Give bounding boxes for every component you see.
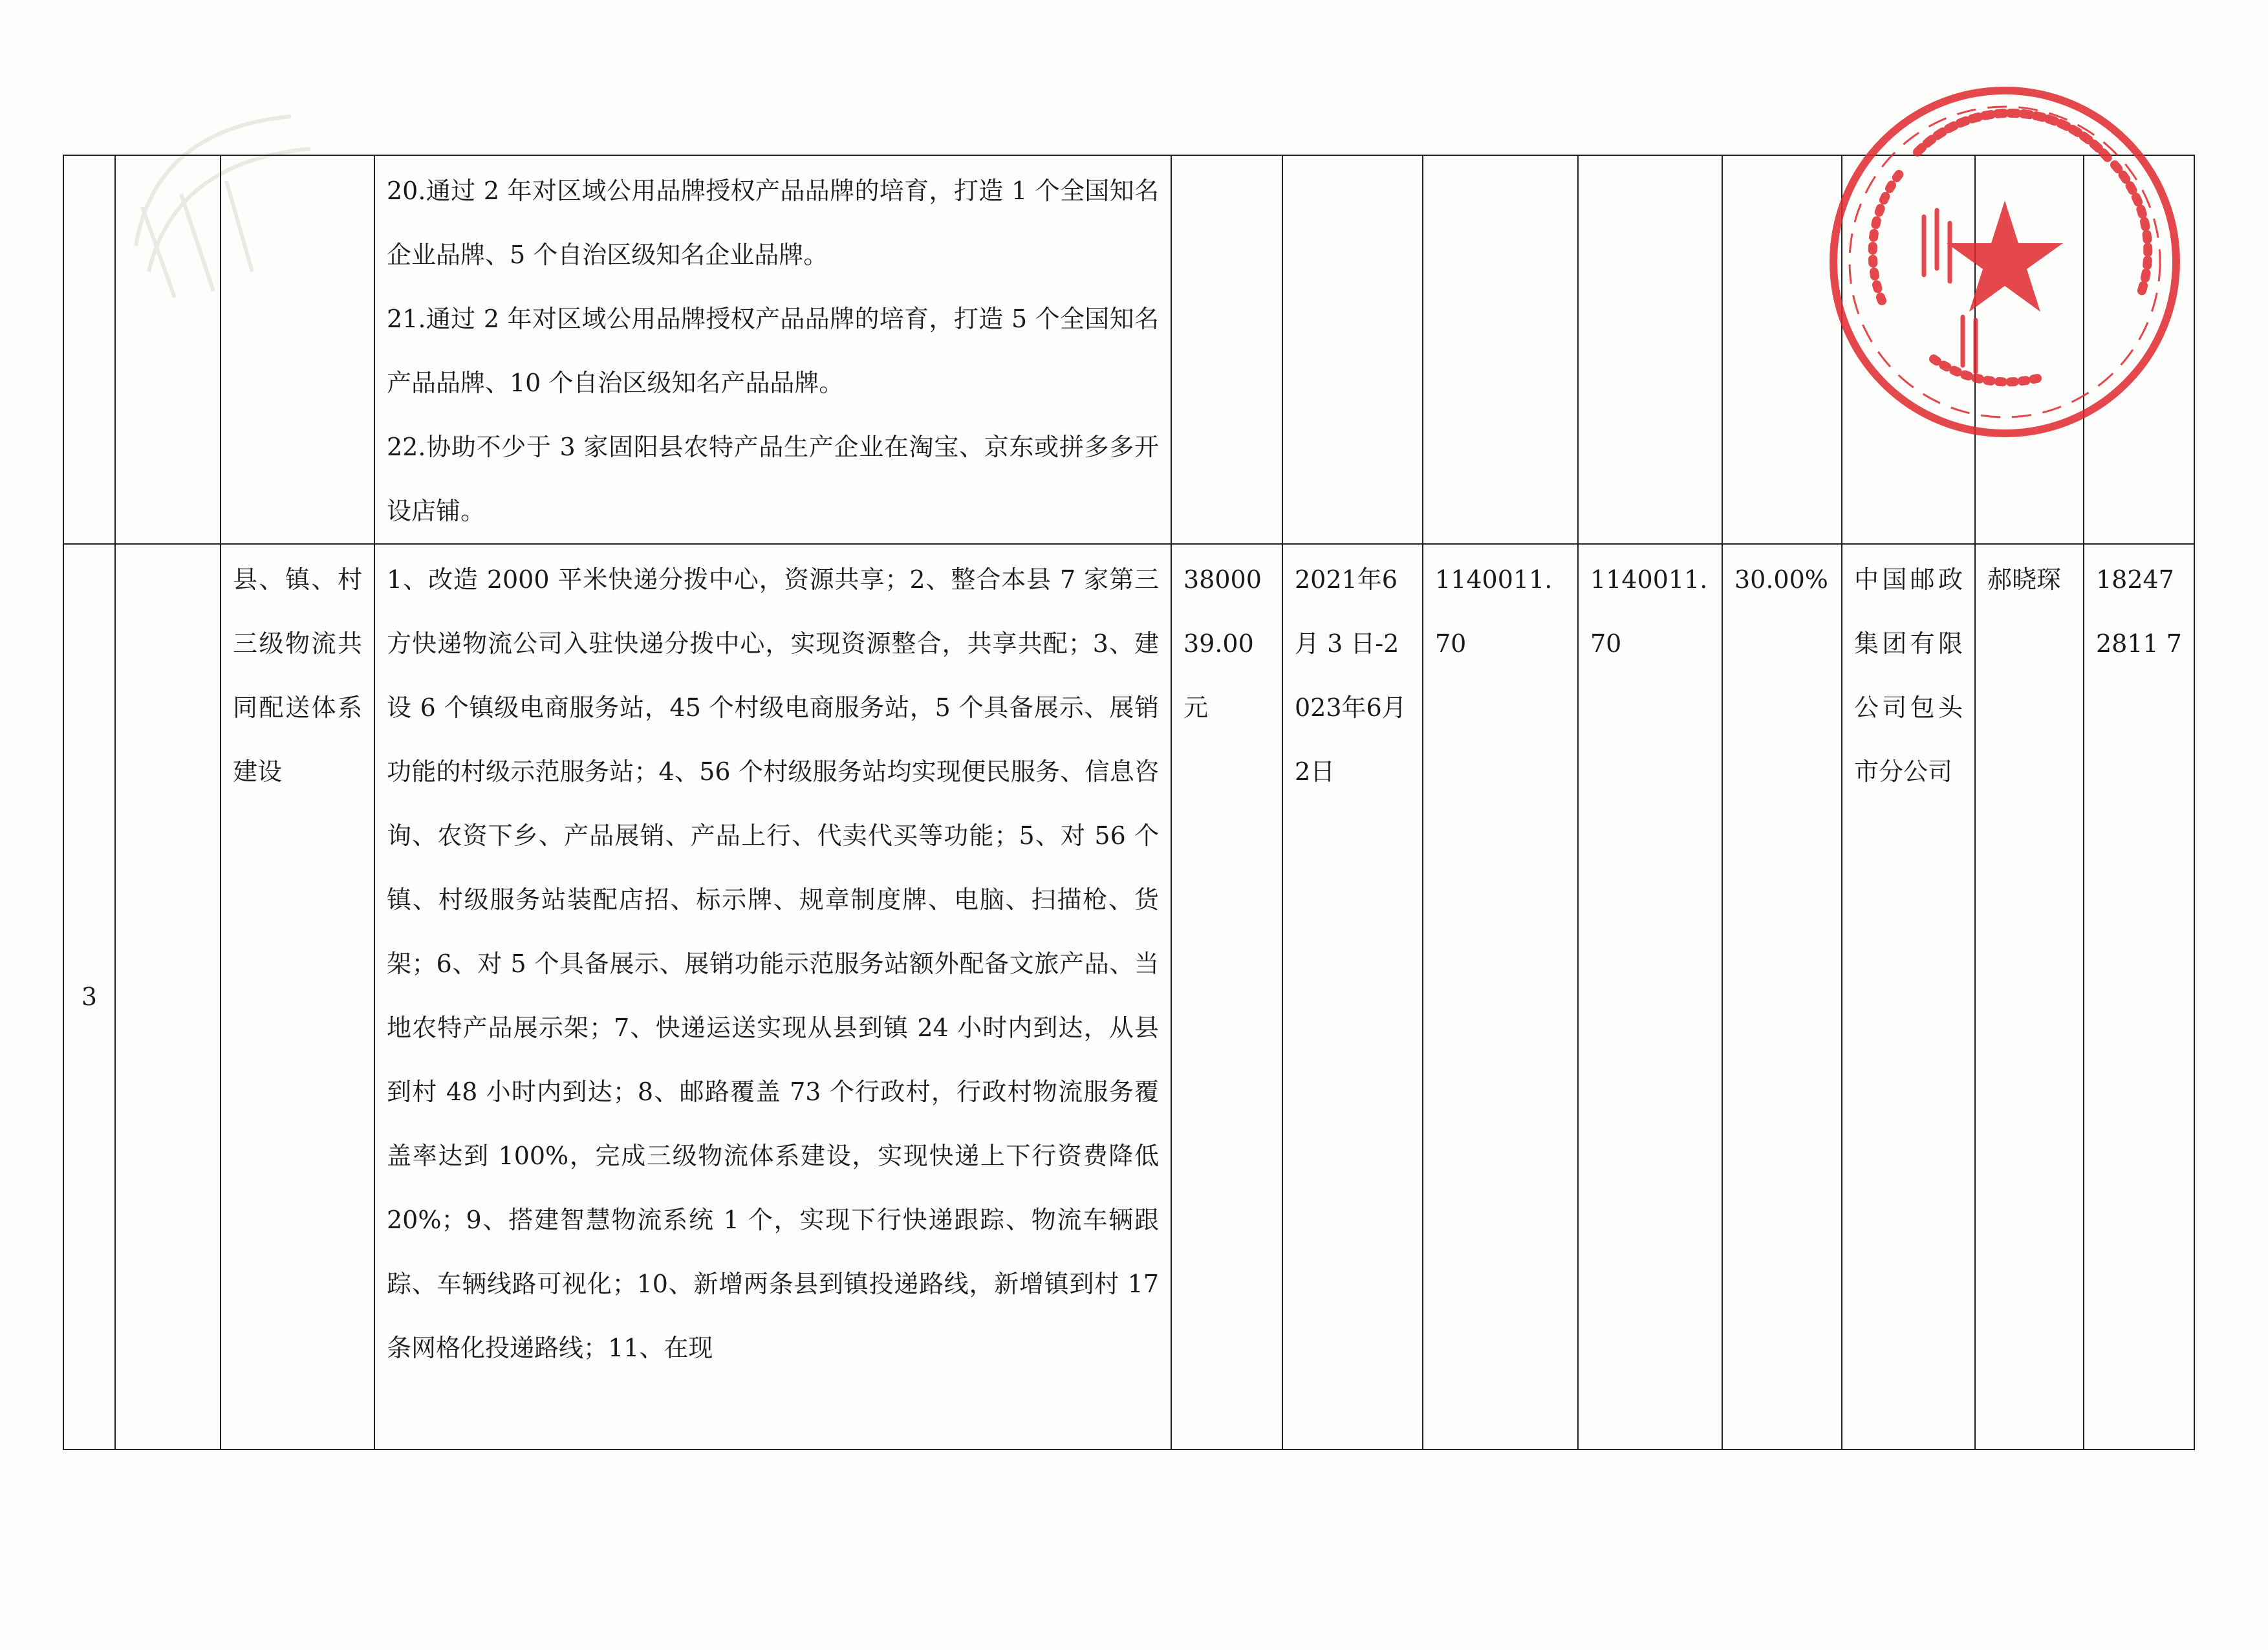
value-a: 1140011.70 <box>1435 565 1553 658</box>
project-table <box>63 155 2195 1450</box>
cell-content <box>374 544 1171 1449</box>
cell-value-a <box>1423 544 1578 1449</box>
cell-phone <box>2084 544 2194 1449</box>
ratio: 30.00% <box>1734 565 1828 594</box>
cell-index-continued <box>63 155 115 544</box>
cell-value-b <box>1578 544 1722 1449</box>
cell-company <box>1842 544 1975 1449</box>
project-amount: 3800039.00元 <box>1183 565 1262 722</box>
cell-amount <box>1171 544 1282 1449</box>
value-b: 1140011.70 <box>1590 565 1708 658</box>
cell-project <box>221 544 374 1449</box>
cell-period <box>1282 544 1423 1449</box>
row-3 <box>63 544 2194 1449</box>
company-name: 中国邮政集团有限公司包头市分公司 <box>1854 565 1963 786</box>
cell-project-continued <box>221 155 374 544</box>
cell-company-continued <box>1842 155 1975 544</box>
cell-value-b-continued <box>1578 155 1722 544</box>
cell-content-continued <box>374 155 1171 544</box>
content-item-21: 21.通过 2 年对区域公用品牌授权产品品牌的培育，打造 5 个全国知名产品品牌、10 个自治区级知名产品品牌。 <box>387 305 1159 397</box>
cell-col2 <box>115 544 221 1449</box>
cell-period-continued <box>1282 155 1423 544</box>
cell-col2-continued <box>115 155 221 544</box>
cell-value-a-continued <box>1423 155 1578 544</box>
project-period: 2021年6月 3 日-2023年6月2日 <box>1295 565 1407 786</box>
contact-name: 郝晓琛 <box>1987 565 2062 594</box>
cell-ratio <box>1722 544 1842 1449</box>
project-content: 1、改造 2000 平米快递分拨中心，资源共享；2、整合本县 7 家第三方快递物流公司入驻快递分拨中心，实现资源整合，共享共配；3、建设 6 个镇级电商服务站，45 个村级电商服务站，5 个具备展示、展销功能的村级示范服务站；4、56 个村级服务站均实现便民服务、信息咨询、农资下乡、产品展销、产品上行、代卖代买等功能；5、对 56 个镇、村级服务站装配店招、标示牌、规章制度牌、电脑、扫描枪、货架；6、对 5 个具备展示、展销功能示范服务站额外配备文旅产品、当地农特产品展示架；7、快递运送实现从县到镇 24 小时内到达，从县到村 48 小时内到达；8、邮路覆盖 73 个行政村，行政村物流服务覆盖率达到 100%，完成三级物流体系建设，实现快递上下行资费降低 20%；9、搭建智慧物流系统 1 个，实现下行快递跟踪、物流车辆跟踪、车辆线路可视化；10、新增两条县到镇投递路线，新增镇到村 17 条网格化投递路线；11、在现 <box>387 565 1159 1362</box>
continued-row <box>63 155 2194 544</box>
content-item-22: 22.协助不少于 3 家固阳县农特产品生产企业在淘宝、京东或拼多多开设店铺。 <box>387 433 1159 525</box>
content-item-20: 20.通过 2 年对区域公用品牌授权产品品牌的培育，打造 1 个全国知名企业品牌、5 个自治区级知名企业品牌。 <box>387 177 1159 269</box>
project-name: 县、镇、村三级物流共同配送体系建设 <box>233 565 362 786</box>
cell-contact <box>1975 544 2084 1449</box>
cell-amount-continued <box>1171 155 1282 544</box>
cell-phone-continued <box>2084 155 2194 544</box>
cell-ratio-continued <box>1722 155 1842 544</box>
cell-contact-continued <box>1975 155 2084 544</box>
contact-phone: 182472811 7 <box>2096 565 2182 658</box>
row-index: 3 <box>63 544 115 1449</box>
